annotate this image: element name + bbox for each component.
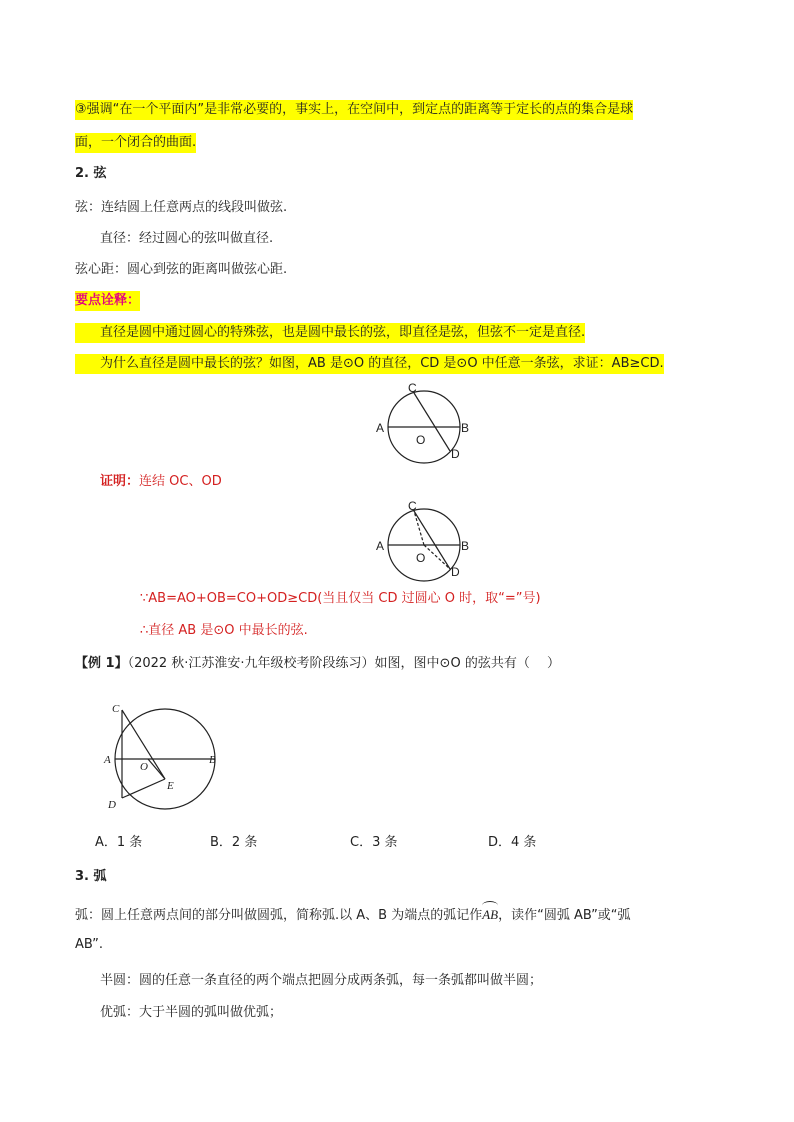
label-o: O <box>416 433 426 447</box>
example1-label: 【例 1】 <box>75 656 128 671</box>
proof-text: 连结 OC、OD <box>139 474 222 489</box>
arc-def-part2: ，读作“圆弧 AB”或“弧 <box>498 908 631 923</box>
section3-heading: 3. 弧 <box>75 869 107 884</box>
arc-def-part1: 弧：圆上任意两点间的部分叫做圆弧，简称弧.以 A、B 为端点的弧记作 <box>75 908 483 923</box>
label-d: D <box>451 447 460 461</box>
label-c: C <box>408 499 417 513</box>
diameter-definition: 直径：经过圆心的弦叫做直径. <box>100 231 274 246</box>
proof-line3: ∴直径 AB 是⊙O 中最长的弦. <box>140 623 308 638</box>
key-point-line2: 为什么直径是圆中最长的弦？如图，AB 是⊙O 的直径，CD 是⊙O 中任意一条弦，求证：AB≥CD. <box>75 354 664 374</box>
label-d: D <box>451 565 460 579</box>
key-points-label: 要点诠释： <box>75 291 140 311</box>
arc-definition-line2: AB”. <box>75 937 103 952</box>
figure-example1 <box>104 700 230 820</box>
key-point-line1: 直径是圆中通过圆心的特殊弦，也是圆中最长的弦，即直径是弦，但弦不一定是直径. <box>75 323 585 343</box>
label-b: B <box>461 421 470 435</box>
semicircle-definition: 半圆：圆的任意一条直径的两个端点把圆分成两条弧，每一条弧都叫做半圆； <box>100 973 543 988</box>
option-a[interactable]: A．1 条 <box>95 835 143 850</box>
chord-definition: 弦：连结圆上任意两点的线段叫做弦. <box>75 200 288 215</box>
option-c[interactable]: C．3 条 <box>350 835 398 850</box>
chord-distance-definition: 弦心距：圆心到弦的距离叫做弦心距. <box>75 262 288 277</box>
label-b: B <box>209 754 216 766</box>
arc-notation: AB <box>482 901 498 925</box>
label-a: A <box>104 754 111 766</box>
label-e: E <box>167 780 174 792</box>
major-arc-definition: 优弧：大于半圆的弧叫做优弧； <box>100 1005 283 1020</box>
label-c: C <box>112 703 120 715</box>
label-b: B <box>461 539 470 553</box>
label-c: C <box>408 381 417 395</box>
segment-de <box>122 779 165 798</box>
segment-oe <box>148 759 165 779</box>
label-o: O <box>140 761 148 773</box>
arc-definition-line1 <box>75 901 631 926</box>
proof-label: 证明： <box>100 474 140 489</box>
figure-circle-chord <box>376 381 500 472</box>
proof-line1 <box>100 472 222 492</box>
label-a: A <box>376 421 385 435</box>
note3-line2: 面，一个闭合的曲面. <box>75 133 196 153</box>
label-d: D <box>108 799 116 811</box>
option-b[interactable]: B．2 条 <box>210 835 258 850</box>
label-o: O <box>416 551 426 565</box>
section2-heading: 2. 弦 <box>75 166 107 181</box>
option-d[interactable]: D．4 条 <box>488 835 537 850</box>
note3-line1: ③强调“在一个平面内”是非常必要的，事实上，在空间中，到定点的距离等于定长的点的集合是球 <box>75 100 633 120</box>
label-a: A <box>376 539 385 553</box>
example1-line <box>75 654 560 674</box>
segment-oc <box>414 511 424 545</box>
proof-line2: ∵AB=AO+OB=CO+OD≥CD(当且仅当 CD 过圆心 O 时，取“=”号) <box>140 591 541 606</box>
example1-question: （2022 秋·江苏淮安·九年级校考阶段练习）如图，图中⊙O 的弦共有（ ） <box>127 656 560 671</box>
figure-circle-proof <box>376 499 500 590</box>
